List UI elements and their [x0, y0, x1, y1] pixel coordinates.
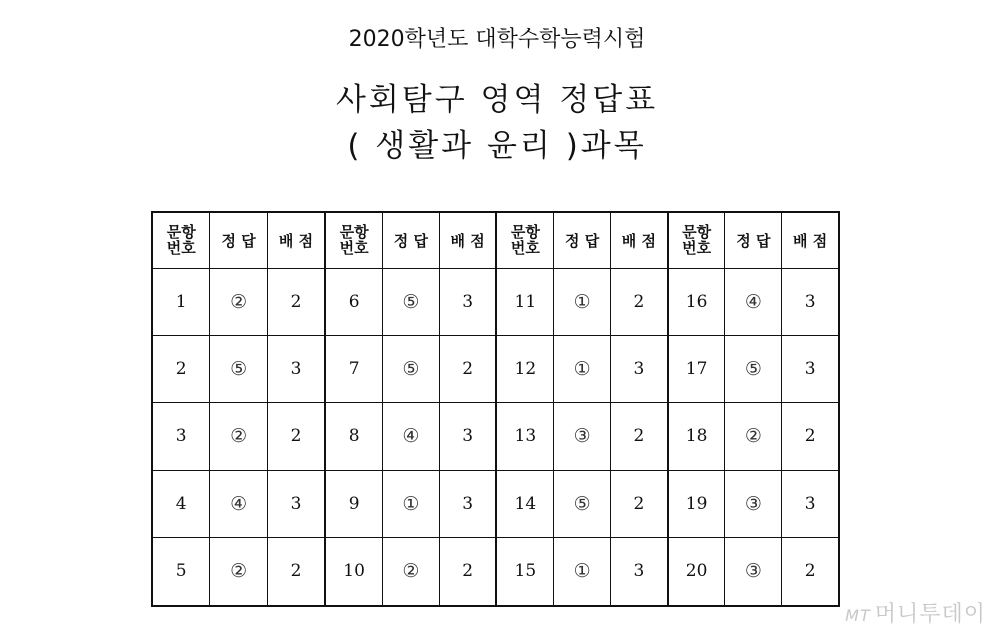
- table-row: [669, 269, 838, 336]
- watermark-logo: [845, 597, 986, 628]
- answer-cell: ②: [382, 538, 439, 605]
- answer-cell: ⑤: [724, 336, 781, 402]
- table-row: [497, 538, 666, 605]
- answer-cell: ⑤: [382, 336, 439, 402]
- question-number-cell: 5: [175, 561, 187, 582]
- question-number-cell: 9: [348, 493, 360, 514]
- header-question-number-line2: 번호: [682, 239, 712, 258]
- table-row: [153, 336, 324, 403]
- question-number-cell: 12: [514, 359, 537, 380]
- header-score: 배 점: [439, 213, 496, 268]
- answer-group: [324, 213, 495, 605]
- score-cell: 2: [781, 538, 838, 605]
- answer-cell: ④: [209, 471, 266, 537]
- score-cell: 3: [439, 471, 496, 537]
- answer-cell: ①: [382, 471, 439, 537]
- table-row: [497, 269, 666, 336]
- answer-key-table: [151, 211, 840, 607]
- table-row: [326, 269, 495, 336]
- answer-cell: ②: [209, 269, 266, 335]
- score-cell: 3: [781, 471, 838, 537]
- score-cell: 2: [610, 471, 667, 537]
- header-answer: 정 답: [209, 213, 266, 268]
- question-number-cell: 16: [685, 291, 708, 312]
- question-number-cell: 11: [514, 291, 537, 312]
- answer-cell: ④: [724, 269, 781, 335]
- table-row: [669, 471, 838, 538]
- table-row: [497, 336, 666, 403]
- answer-cell: ⑤: [209, 336, 266, 402]
- question-number-cell: 3: [175, 426, 187, 447]
- score-cell: 2: [781, 403, 838, 469]
- table-row: [497, 471, 666, 538]
- answer-cell: ③: [553, 403, 610, 469]
- header-question-number-line1: 문항: [339, 223, 369, 242]
- table-row: [326, 336, 495, 403]
- table-row: [669, 538, 838, 605]
- subject-area-title: 사회탐구 영역 정답표: [335, 82, 659, 118]
- question-number-cell: 1: [175, 291, 187, 312]
- table-row: [153, 538, 324, 605]
- header-score: 배 점: [781, 213, 838, 268]
- answer-group: [667, 213, 838, 605]
- answer-cell: ①: [553, 336, 610, 402]
- score-cell: 3: [267, 471, 324, 537]
- score-cell: 2: [267, 403, 324, 469]
- question-number-cell: 8: [348, 426, 360, 447]
- question-number-cell: 18: [685, 426, 708, 447]
- score-cell: 2: [610, 269, 667, 335]
- answer-group: [153, 213, 324, 605]
- question-number-cell: 2: [175, 359, 187, 380]
- table-row: [153, 403, 324, 470]
- table-row: [153, 471, 324, 538]
- question-number-cell: 14: [514, 493, 537, 514]
- header-question-number-line1: 문항: [682, 223, 712, 242]
- question-number-cell: 19: [685, 493, 708, 514]
- answer-cell: ②: [209, 403, 266, 469]
- header-row: [669, 213, 838, 269]
- subject-name-title: ( 생활과 윤리 )과목: [347, 128, 647, 164]
- question-number-cell: 7: [348, 359, 360, 380]
- answer-cell: ④: [382, 403, 439, 469]
- table-row: [326, 403, 495, 470]
- score-cell: 3: [610, 336, 667, 402]
- answer-cell: ⑤: [553, 471, 610, 537]
- question-number-cell: 17: [685, 359, 708, 380]
- header-question-number-line2: 번호: [339, 239, 369, 258]
- answer-cell: ②: [209, 538, 266, 605]
- header-question-number: [669, 213, 725, 268]
- answer-group: [495, 213, 666, 605]
- answer-cell: ③: [724, 538, 781, 605]
- answer-cell: ①: [553, 538, 610, 605]
- score-cell: 2: [439, 538, 496, 605]
- question-number-cell: 13: [514, 426, 537, 447]
- question-number-cell: 10: [343, 561, 365, 582]
- header-answer: 정 답: [553, 213, 610, 268]
- header-question-number: [497, 213, 553, 268]
- header-score: 배 점: [610, 213, 667, 268]
- table-row: [153, 269, 324, 336]
- header-row: [497, 213, 666, 269]
- header-row: [326, 213, 495, 269]
- question-number-cell: 4: [175, 493, 187, 514]
- score-cell: 3: [781, 336, 838, 402]
- header-question-number-line1: 문항: [166, 223, 196, 242]
- header-question-number-line2: 번호: [166, 239, 196, 258]
- score-cell: 2: [267, 538, 324, 605]
- exam-year-title: 2020학년도 대학수학능력시험: [348, 27, 646, 52]
- watermark-mark: MT: [845, 606, 871, 625]
- header-answer: 정 답: [724, 213, 781, 268]
- header-question-number-line2: 번호: [510, 239, 540, 258]
- table-row: [669, 403, 838, 470]
- score-cell: 3: [610, 538, 667, 605]
- watermark-text: 머니투데이: [874, 602, 986, 627]
- answer-cell: ⑤: [382, 269, 439, 335]
- score-cell: 2: [439, 336, 496, 402]
- header-question-number: [153, 213, 209, 268]
- question-number-cell: 6: [348, 291, 360, 312]
- header-answer: 정 답: [382, 213, 439, 268]
- table-row: [497, 403, 666, 470]
- answer-cell: ①: [553, 269, 610, 335]
- header-row: [153, 213, 324, 269]
- table-row: [326, 471, 495, 538]
- score-cell: 3: [439, 403, 496, 469]
- table-row: [669, 336, 838, 403]
- score-cell: 2: [610, 403, 667, 469]
- score-cell: 2: [267, 269, 324, 335]
- answer-cell: ③: [724, 471, 781, 537]
- answer-cell: ②: [724, 403, 781, 469]
- score-cell: 3: [439, 269, 496, 335]
- score-cell: 3: [267, 336, 324, 402]
- header-question-number: [326, 213, 382, 268]
- header-score: 배 점: [267, 213, 324, 268]
- question-number-cell: 15: [514, 561, 537, 582]
- question-number-cell: 20: [685, 561, 708, 582]
- header-question-number-line1: 문항: [510, 223, 540, 242]
- table-row: [326, 538, 495, 605]
- score-cell: 3: [781, 269, 838, 335]
